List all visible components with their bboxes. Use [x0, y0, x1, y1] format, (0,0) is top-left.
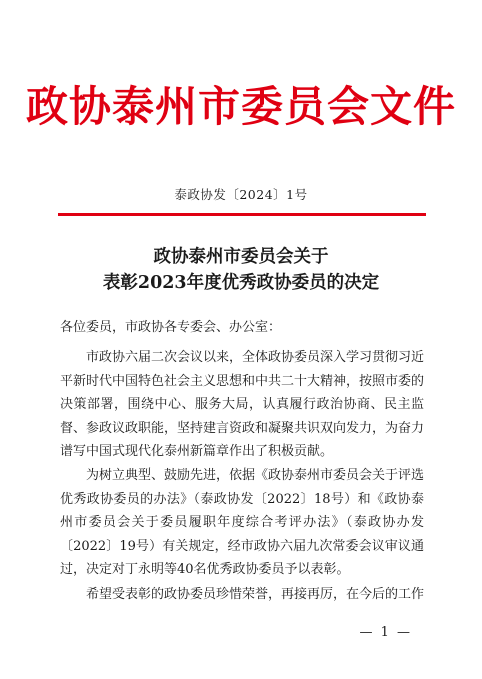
document-title-line-2: 表彰2023年度优秀政协委员的决定	[102, 273, 380, 293]
body-paragraph-1: 市政协六届二次会议以来，全体政协委员深入学习贯彻习近平新时代中国特色社会主义思想和中共二十大精神，按照市委的决策部署，围绕中心、服务大局，认真履行政治协商、民主监督、参政议政职能，坚持建言资政和凝聚共识双向发力，为奋力谱写中国式现代化泰州新篇章作出了积极贡献。	[60, 350, 425, 459]
body-paragraph-2: 为树立典型、鼓励先进，依据《政协泰州市委员会关于评选优秀政协委员的办法》（泰政协发〔2022〕18号）和《政协泰州市委员会关于委员履职年度综合考评办法》（泰政协办发〔2022〕19号）有关规定，经市政协六届九次常委会议审议通过，决定对丁永明等40名优秀政协委员予以表彰。	[60, 468, 425, 577]
page-number: — 1 —	[359, 625, 412, 640]
salutation: 各位委员，市政协各专委会、办公室：	[60, 320, 282, 335]
document-masthead: 政协泰州市委员会文件	[25, 82, 456, 131]
red-divider-line	[58, 213, 426, 216]
body-paragraph-3: 希望受表彰的政协委员珍惜荣誉，再接再厉，在今后的工作	[86, 587, 425, 602]
document-title-line-1: 政协泰州市委员会关于	[153, 247, 329, 267]
document-number: 泰政协发〔2024〕1号	[174, 187, 308, 202]
